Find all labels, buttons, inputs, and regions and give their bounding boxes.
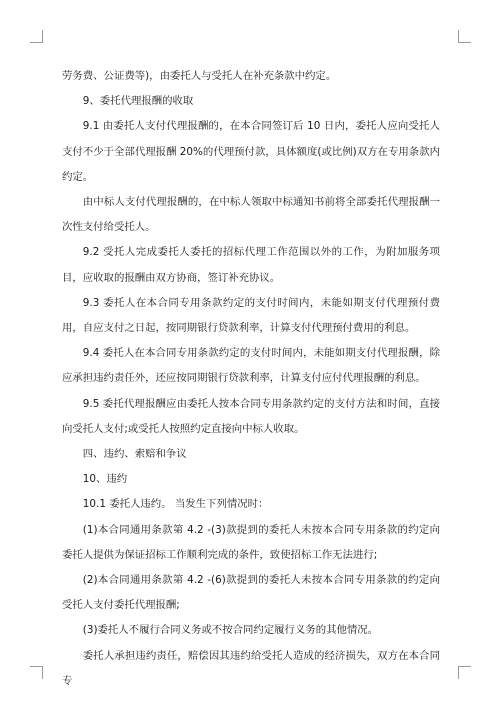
paragraph: 委托人承担违约责任，赔偿因其违约给受托人造成的经济损失，双方在本合同专 xyxy=(62,649,440,687)
crop-mark-top-left xyxy=(30,30,43,43)
chapter-heading: 四、违约、索赔和争议 xyxy=(82,448,187,461)
paragraph: 9.3 委托人在本合同专用条款约定的支付时间内，未能如期支付代理预付费用，自应支付之日起，按同期银行贷款利率，计算支付代理预付费用的利息。 xyxy=(62,296,440,335)
paragraph: 由中标人支付代理报酬的，在中标人领取中标通知书前将全部委托代理报酬一次性支付给受托人。 xyxy=(62,196,440,234)
crop-mark-bottom-left xyxy=(30,666,43,679)
crop-mark-bottom-right xyxy=(458,666,471,679)
paragraph: 劳务费、公证费等)，由委托人与受托人在补充条款中约定。 xyxy=(62,70,337,82)
list-item: (2)本合同通用条款第 4.2 -(6)款提到的委托人未按本合同专用条款的约定向受托人支付委托代理报酬; xyxy=(62,574,440,612)
crop-mark-top-right xyxy=(458,30,471,43)
paragraph: 9.2 受托人完成委托人委托的招标代理工作范围以外的工作，为附加服务项目，应收取的报酬由双方协商，签订补充协议。 xyxy=(62,246,440,284)
paragraph: 10.1 委托人违约。 当发生下列情况时： xyxy=(82,498,269,511)
document-body xyxy=(62,64,440,694)
section-heading: 10、违约 xyxy=(82,473,128,486)
paragraph: 9.1 由委托人支付代理报酬的，在本合同签订后 10 日内，委托人应向受托人支付不少于全部代理报酬 20%的代理预付款，具体额度(或比例)双方在专用条款内约定。 xyxy=(62,120,440,183)
paragraph: 9.4 委托人在本合同专用条款约定的支付时间内，未能如期支付代理报酬，除应承担违约责任外，还应按同期银行贷款利率，计算支付应付代理报酬的利息。 xyxy=(62,347,440,385)
paragraph: 9.5 委托代理报酬应由委托人按本合同专用条款约定的支付方法和时间，直接向受托人支付;或受托人按照约定直接向中标人收取。 xyxy=(62,397,440,435)
list-item: (3)委托人不履行合同义务或不按合同约定履行义务的其他情况。 xyxy=(82,624,379,637)
list-item: (1)本合同通用条款第 4.2 -(3)款提到的委托人未按本合同专用条款的约定向委托人提供为保证招标工作顺利完成的条件，致使招标工作无法进行; xyxy=(62,523,440,561)
section-heading: 9、委托代理报酬的收取 xyxy=(82,95,194,108)
